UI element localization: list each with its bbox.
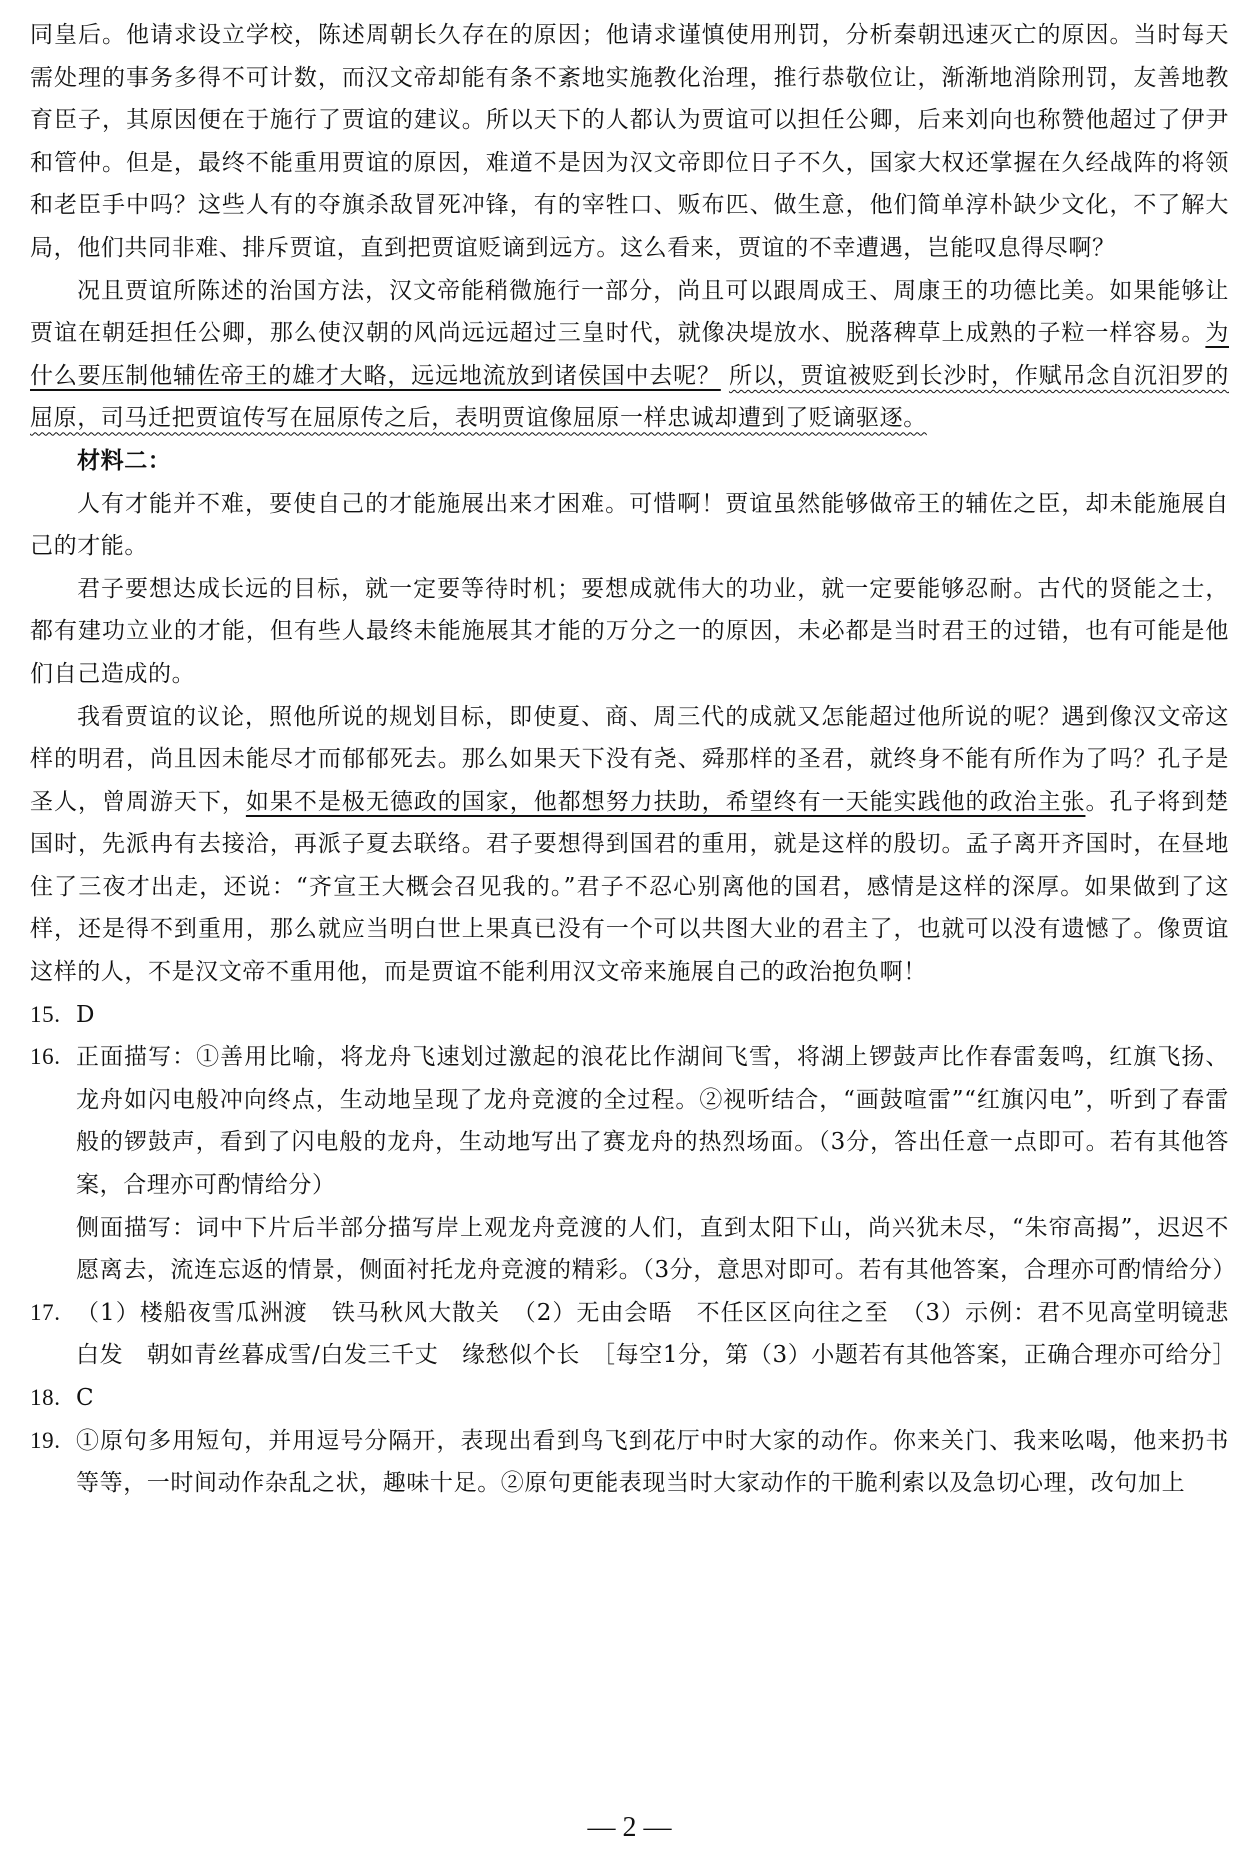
material1-underlined-sentence: 为什么要压制他辅佐帝王的雄才大略，远远地流放到诸侯国中去呢？ [30, 320, 1229, 389]
material1-wavy-underlined-sentence: 所以，贾谊被贬到长沙时，作赋吊念自沉汨罗的屈原，司马迁把贾谊传写在屈原传之后，表明贾谊像屈原一样忠诚却遭到了贬谪驱逐。 [30, 362, 1229, 432]
question-16-number: 16. [30, 1044, 61, 1070]
page-number: — 2 — [587, 1812, 672, 1843]
material2-p3-text-a: 我看贾谊的议论，照他所说的规划目标，即使夏、商、周三代的成就又怎能超过他所说的呢？遇到像汉文帝这样的明君，尚且因未能尽才而郁郁死去。那么如果天下没有尧、舜那样的圣君，就终身不能有所作为了吗？孔子是圣人，曾周游天下， [30, 703, 1229, 815]
question-17-number: 17. [30, 1299, 61, 1325]
question-16-side-description: 侧面描写：词中下片后半部分描写岸上观龙舟竞渡的人们，直到太阳下山，尚兴犹未尽，“朱帘高揭”，迟迟不愿离去，流连忘返的情景，侧面衬托龙舟竞渡的精彩。（3分，意思对即可。若有其他答案，合理亦可酌情给分） [76, 1214, 1237, 1284]
material2-underlined-sentence: 如果不是极无德政的国家，他都想努力扶助，希望终有一天能实践他的政治主张 [245, 788, 1086, 815]
question-15-answer: D [76, 1001, 96, 1028]
question-19-number: 19. [30, 1427, 61, 1453]
material1-paragraph-1: 同皇后。他请求设立学校，陈述周朝长久存在的原因；他请求谨慎使用刑罚，分析秦朝迅速灭亡的原因。当时每天需处理的事务多得不可计数，而汉文帝却能有条不紊地实施教化治理，推行恭敬位让，渐渐地消除刑罚，友善地教育臣子，其原因便在于施行了贾谊的建议。所以天下的人都认为贾谊可以担任公卿，后来刘向也称赞他超过了伊尹和管仲。但是，最终不能重用贾谊的原因，难道不是因为汉文帝即位日子不久，国家大权还掌握在久经战阵的将领和老臣手中吗？这些人有的夺旗杀敌冒死冲锋，有的宰牲口、贩布匹、做生意，他们简单淳朴缺少文化，不了解大局，他们共同非难、排斥贾谊，直到把贾谊贬谪到远方。这么看来，贾谊的不幸遭遇，岂能叹息得尽啊？ [30, 22, 1229, 261]
material2-paragraph-3 [30, 696, 1229, 994]
material2-paragraph-1: 人有才能并不难，要使自己的才能施展出来才困难。可惜啊！贾谊虽然能够做帝王的辅佐之臣，却未能施展自己的才能。 [30, 490, 1229, 560]
material2-heading: 材料二： [77, 446, 172, 474]
question-18 [30, 1377, 1229, 1420]
material1-space [721, 363, 729, 389]
question-18-answer: C [76, 1385, 95, 1411]
material2-paragraph-2: 君子要想达成长远的目标，就一定要等待时机；要想成就伟大的功业，就一定要能够忍耐。古代的贤能之士，都有建功立业的才能，但有些人最终未能施展其才能的万分之一的原因，未必都是当时君王的过错，也有可能是他们自己造成的。 [30, 575, 1229, 687]
page-content [30, 14, 1237, 1505]
question-18-number: 18. [30, 1385, 61, 1410]
question-15 [30, 994, 1229, 1037]
material2-p3-text-b: 。孔子将到楚国时，先派冉有去接洽，再派子夏去联络。君子要想得到国君的重用，就是这样的殷切。孟子离开齐国时，在昼地住了三夜才出走，还说：“齐宣王大概会召见我的。”君子不忍心别离他的国君，感情是这样的深厚。如果做到了这样，还是得不到重用，那么就应当明白世上果真已没有一个可以共图大业的君主了，也就可以没有遗憾了。像贾谊这样的人，不是汉文帝不重用他，而是贾谊不能利用汉文帝来施展自己的政治抱负啊！ [30, 788, 1229, 986]
question-19 [30, 1420, 1229, 1505]
question-15-number: 15. [30, 1001, 61, 1027]
question-17 [30, 1292, 1237, 1377]
question-16-front-description: 正面描写：①善用比喻，将龙舟飞速划过激起的浪花比作湖间飞雪，将湖上锣鼓声比作春雷轰鸣，红旗飞扬、龙舟如闪电般冲向终点，生动地呈现了龙舟竞渡的全过程。②视听结合，“画鼓喧雷”“红旗闪电”，听到了春雷般的锣鼓声，看到了闪电般的龙舟，生动地写出了赛龙舟的热烈场面。（3分，答出任意一点即可。若有其他答案，合理亦可酌情给分） [76, 1044, 1229, 1199]
material1-paragraph-2 [30, 270, 1229, 440]
material1-p2-text: 况且贾谊所陈述的治国方法，汉文帝能稍微施行一部分，尚且可以跟周成王、周康王的功德比美。如果能够让贾谊在朝廷担任公卿，那么使汉朝的风尚远远超过三皇时代，就像决堤放水、脱落稗草上成熟的子粒一样容易。 [30, 277, 1229, 347]
question-16 [30, 1036, 1237, 1292]
question-17-answer: （1）楼船夜雪瓜洲渡 铁马秋风大散关 （2）无由会晤 不任区区向往之至 （3）示例：君不见高堂明镜悲白发 朝如青丝暮成雪/白发三千丈 缘愁似个长 ［每空1分，第（3）小题若有其他答案，正确合理亦可给分］ [76, 1299, 1237, 1369]
question-19-answer: ①原句多用短句，并用逗号分隔开，表现出看到鸟飞到花厅中时大家的动作。你来关门、我来吆喝，他来扔书等等，一时间动作杂乱之状，趣味十足。②原句更能表现当时大家动作的干脆利索以及急切心理，改句加上 [76, 1427, 1229, 1497]
